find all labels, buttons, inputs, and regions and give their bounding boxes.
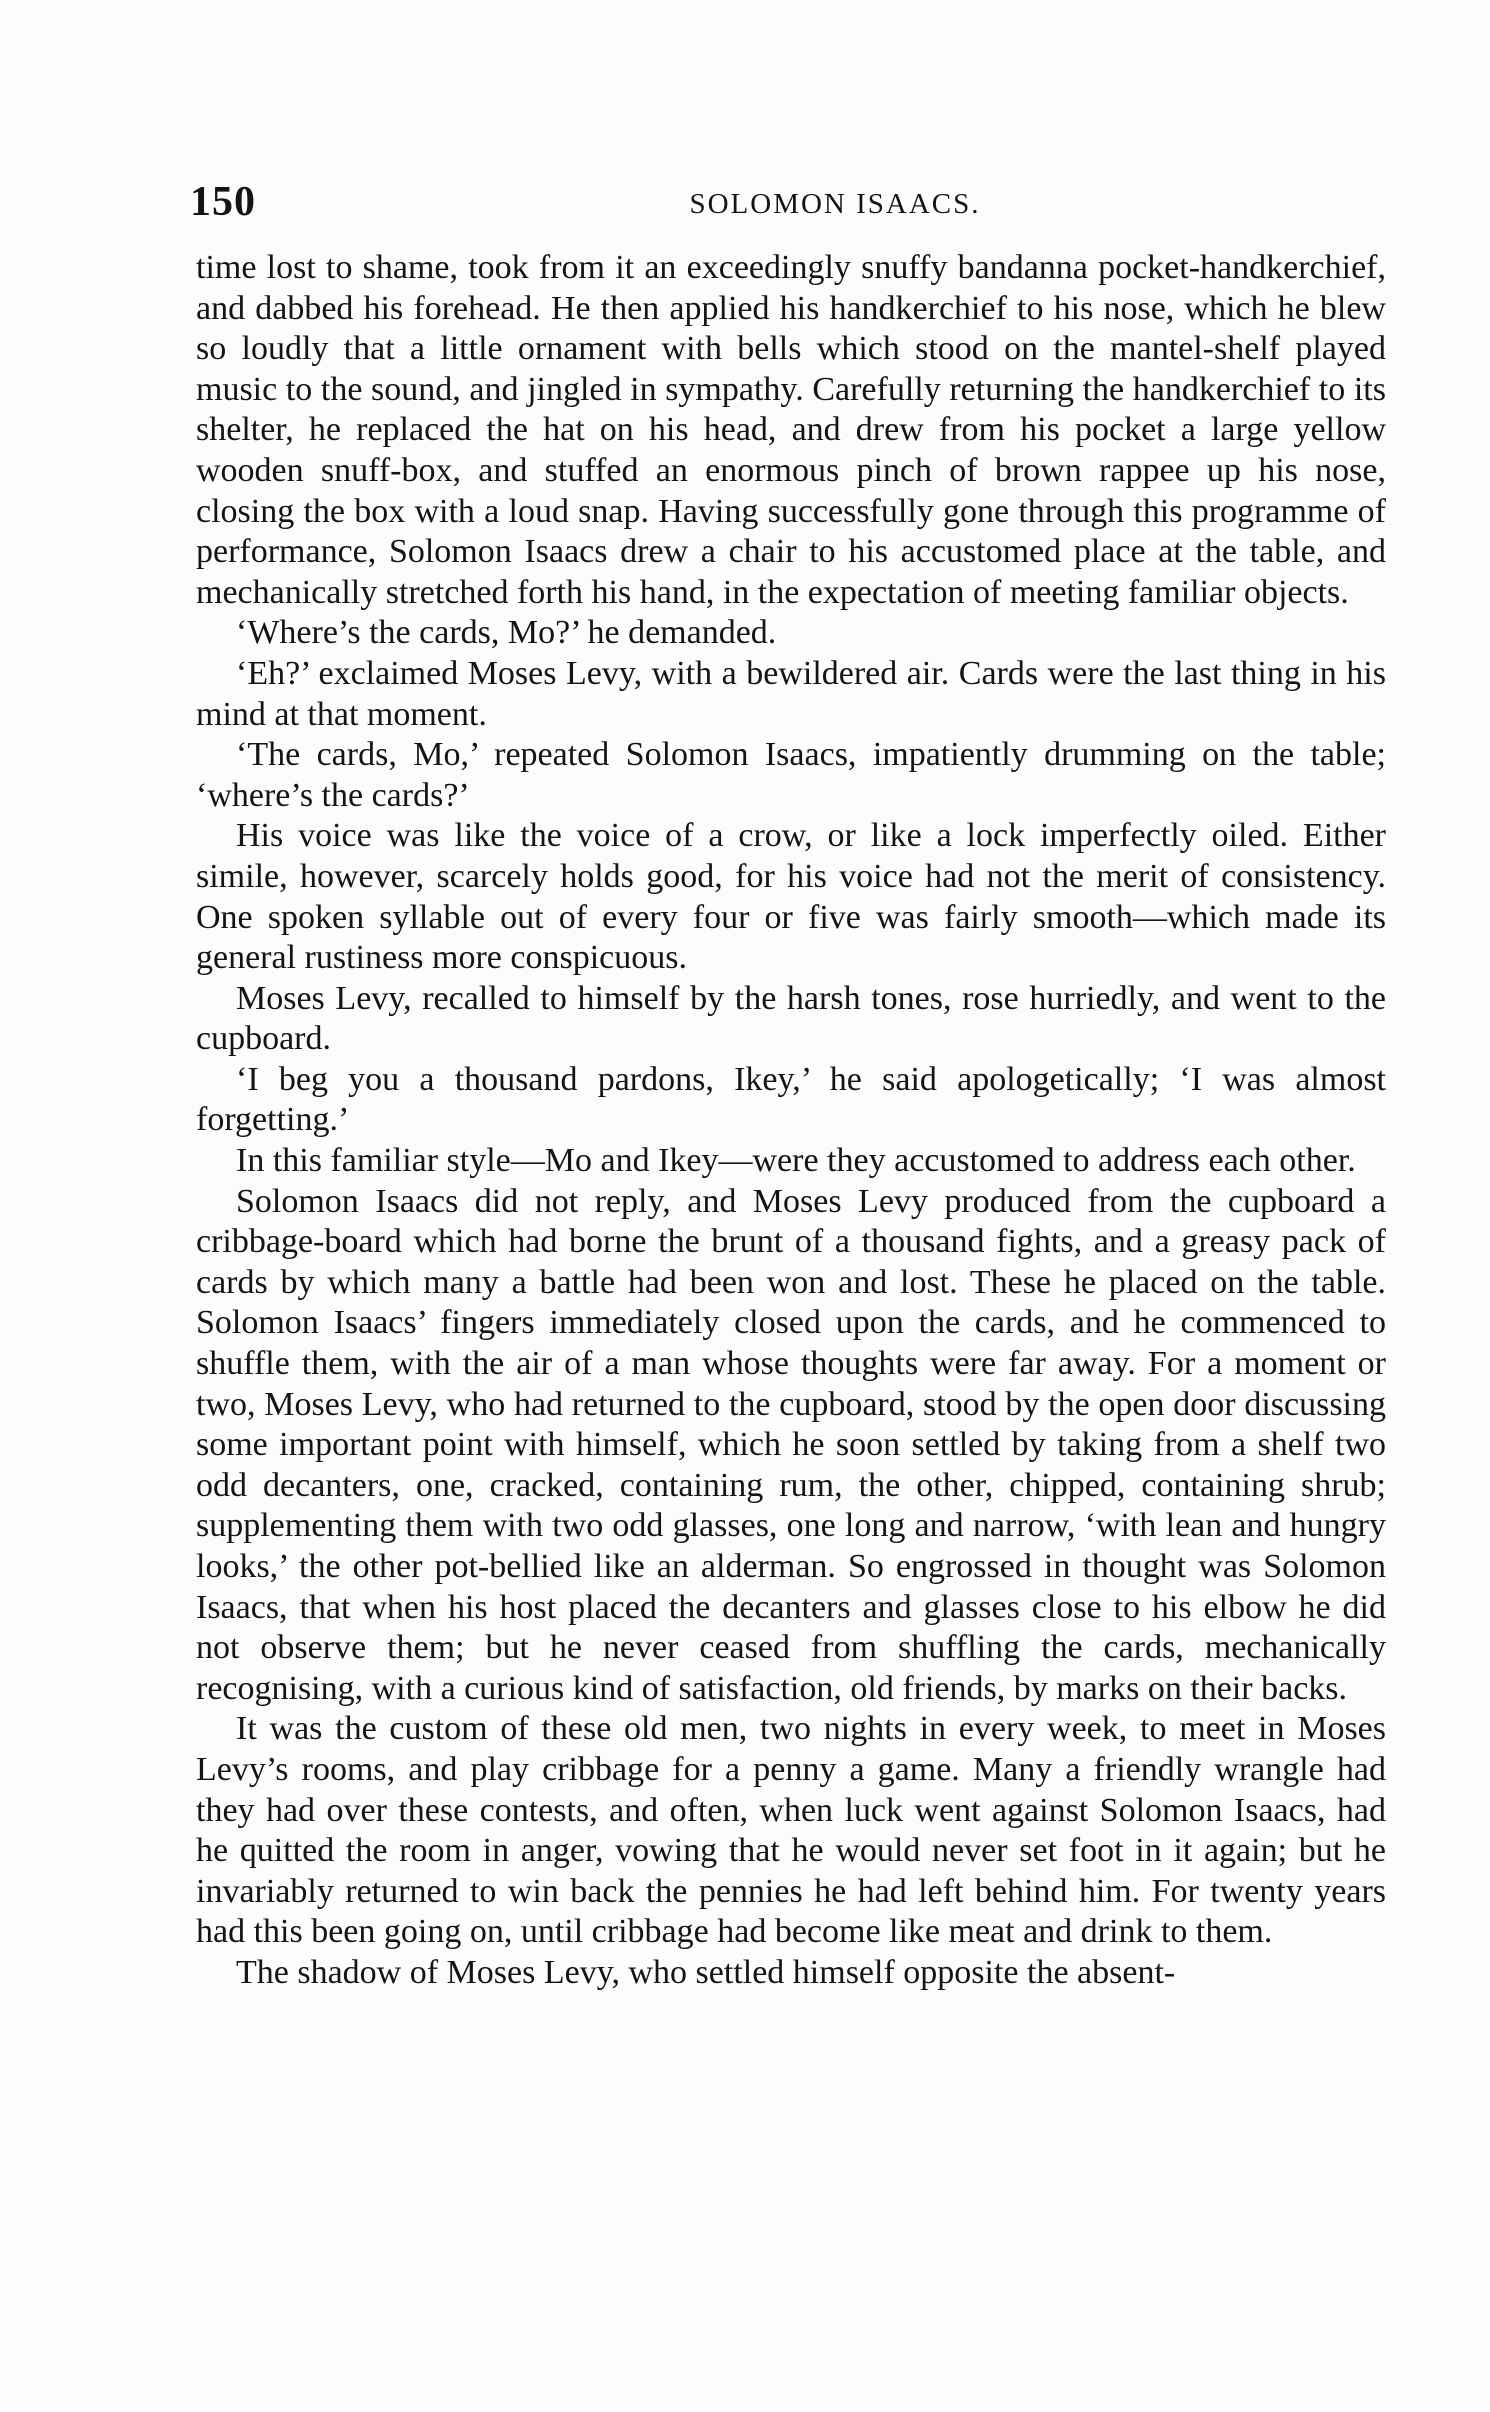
page-number: 150 [190, 179, 256, 225]
paragraph-1: time lost to shame, took from it an exceedingly snuffy bandanna pocket-handkerchief, and dabbed his forehead. He then applied his handkerchief to his nose, which he blew so loudly that a little ornament with bells which stood on the mantel-shelf played music to the sound, and jingled in sympathy. Carefully returning the handkerchief to its shelter, he replaced the hat on his head, and drew from his pocket a large yellow wooden snuff-box, and stuffed an enormous pinch of brown rappee up his nose, closing the box with a loud snap. Having successfully gone through this programme of performance, Solomon Isaacs drew a chair to his accustomed place at the table, and mechanically stretched forth his hand, in the expectation of meeting familiar objects. [196, 249, 1386, 611]
paragraph-2: ‘Where’s the cards, Mo?’ he demanded. [236, 614, 777, 652]
paragraph-3: ‘Eh?’ exclaimed Moses Levy, with a bewildered air. Cards were the last thing in his mind at that moment. [196, 654, 1386, 733]
paragraph-5: His voice was like the voice of a crow, or like a lock imperfectly oiled. Either simile, however, scarcely holds good, for his voice had not the merit of consistency. One spoken syllable out of every four or five was fairly smooth—which made its general rustiness more conspicuous. [196, 817, 1386, 977]
page-header [190, 176, 1410, 228]
paragraph-10: It was the custom of these old men, two nights in every week, to meet in Moses Levy’s rooms, and play cribbage for a penny a game. Many a friendly wrangle had they had over these contests, and often, when luck went against Solomon Isaacs, had he quitted the room in anger, vowing that he would never set foot in it again; but he invariably returned to win back the pennies he had left behind him. For twenty years had this been going on, until cribbage had become like meat and drink to them. [196, 1710, 1386, 1951]
paragraph-4: ‘The cards, Mo,’ repeated Solomon Isaacs, impatiently drumming on the table; ‘where’s the cards?’ [196, 736, 1386, 814]
paragraph-8: In this familiar style—Mo and Ikey—were they accustomed to address each other. [236, 1142, 1356, 1180]
running-title: SOLOMON ISAACS. [689, 188, 981, 220]
body-text [196, 248, 1386, 1994]
paragraph-11: The shadow of Moses Levy, who settled himself opposite the absent- [236, 1953, 1176, 1991]
paragraph-6: Moses Levy, recalled to himself by the harsh tones, rose hurriedly, and went to the cupboard. [196, 979, 1386, 1058]
paragraph-9: Solomon Isaacs did not reply, and Moses Levy produced from the cupboard a cribbage-board which had borne the brunt of a thousand fights, and a greasy pack of cards by which many a battle had been won and lost. These he placed on the table. Solomon Isaacs’ fingers immediately closed upon the cards, and he commenced to shuffle them, with the air of a man whose thoughts were far away. For a moment or two, Moses Levy, who had returned to the cupboard, stood by the open door discussing some important point with himself, which he soon settled by taking from a shelf two odd decanters, one, cracked, containing rum, the other, chipped, containing shrub; supplementing them with two odd glasses, one long and narrow, ‘with lean and hungry looks,’ the other pot-bellied like an alderman. So engrossed in thought was Solomon Isaacs, that when his host placed the decanters and glasses close to his elbow he did not observe them; but he never ceased from shuffling the cards, mechanically recognising, with a curious kind of satisfaction, old friends, by marks on their backs. [196, 1182, 1386, 1707]
paragraph-7: ‘I beg you a thousand pardons, Ikey,’ he said apologetically; ‘I was almost forgetting.’ [196, 1060, 1386, 1139]
